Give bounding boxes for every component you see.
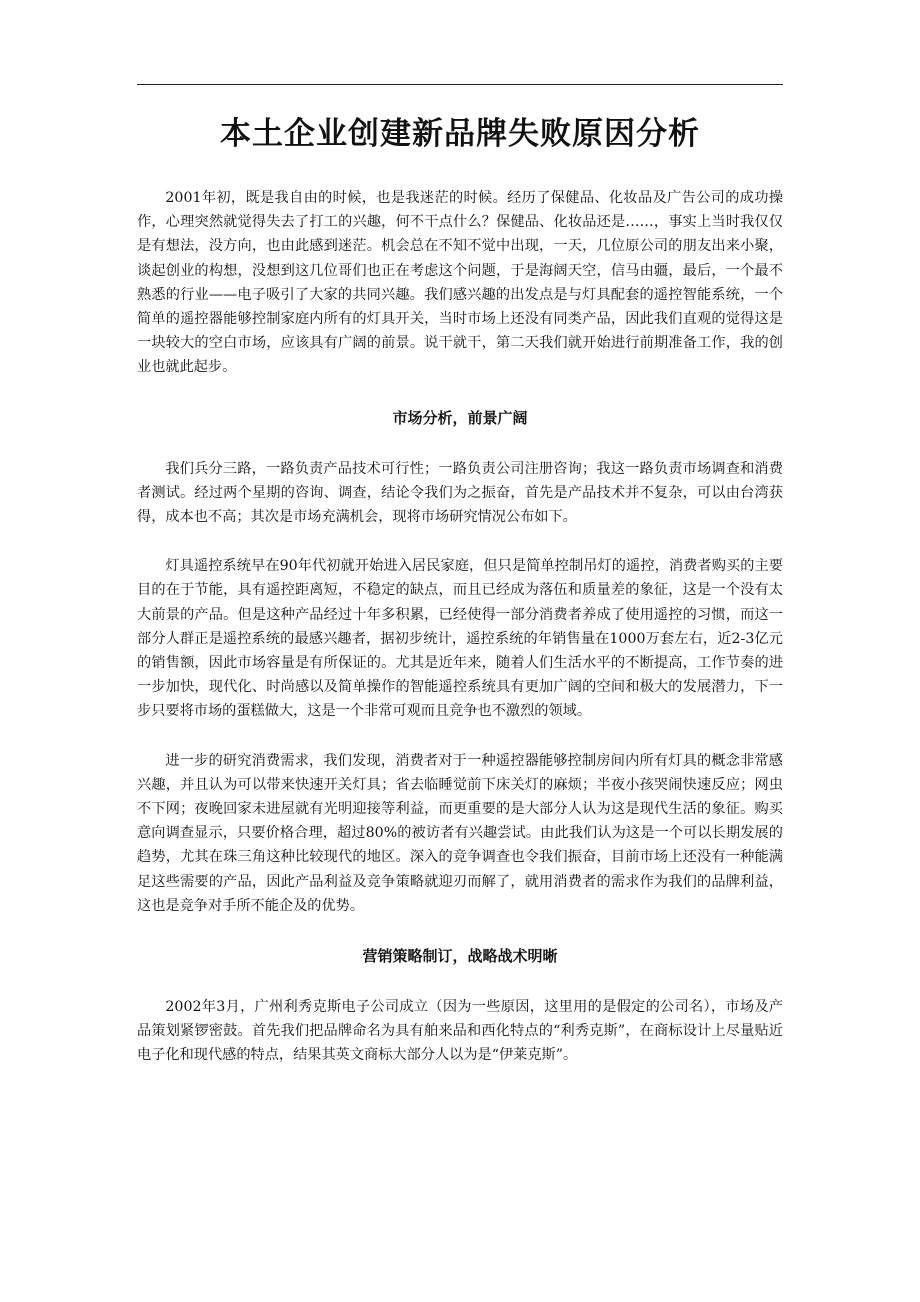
- paragraph-intro: 2001年初，既是我自由的时候，也是我迷茫的时候。经历了保健品、化妆品及广告公司的成功操作，心理突然就觉得失去了打工的兴趣，何不干点什么？保健品、化妆品还是……，事实上当时我仅仅是有想法，没方向，也由此感到迷茫。机会总在不知不觉中出现，一天，几位原公司的朋友出来小聚，谈起创业的构想，没想到这几位哥们也正在考虑这个问题，于是海阔天空，信马由疆，最后，一个最不熟悉的行业——电子吸引了大家的共同兴趣。我们感兴趣的出发点是与灯具配套的遥控智能系统，一个简单的遥控器能够控制家庭内所有的灯具开关，当时市场上还没有同类产品，因此我们直观的觉得这是一块较大的空白市场，应该具有广阔的前景。说干就干，第二天我们就开始进行前期准备工作，我的创业也就此起步。: [137, 190, 783, 376]
- paragraph-company-founding: 2002年3月，广州利秀克斯电子公司成立（因为一些原因，这里用的是假定的公司名），市场及产品策划紧锣密鼓。首先我们把品牌命名为具有舶来品和西化特点的“利秀克斯”，在商标设计上尽量贴近电子化和现代感的特点，结果其英文商标大部分人以为是“伊莱克斯”。: [137, 999, 783, 1064]
- paragraph-team-split: 我们兵分三路，一路负责产品技术可行性；一路负责公司注册咨询；我这一路负责市场调查和消费者测试。经过两个星期的咨询、调查，结论令我们为之振奋，首先是产品技术并不复杂，可以由台湾获得，成本也不高；其次是市场充满机会，现将市场研究情况公布如下。: [137, 460, 783, 526]
- section-heading-marketing-strategy: 营销策略制订，战略战术明晰: [362, 947, 558, 966]
- paragraph-consumer-demand: 进一步的研究消费需求，我们发现，消费者对于一种遥控器能够控制房间内所有灯具的概念非常感兴趣，并且认为可以带来快速开关灯具；省去临睡觉前下床关灯的麻烦；半夜小孩哭闹快速反应；网虫不下网；夜晚回家未进屋就有光明迎接等利益，而更重要的是大部分人认为这是现代生活的象征。购买意向调查显示，只要价格合理，超过80%的被访者有兴趣尝试。由此我们认为这是一个可以长期发展的趋势，尤其在珠三角这种比较现代的地区。深入的竞争调查也令我们振奋，目前市场上还没有一种能满足这些需要的产品，因此产品利益及竞争策略就迎刃而解了，就用消费者的需求作为我们的品牌利益，这也是竞争对手所不能企及的优势。: [137, 752, 783, 914]
- document-body: [137, 108, 783, 1093]
- header-rule: [137, 84, 783, 85]
- document-title: 本土企业创建新品牌失败原因分析: [220, 116, 700, 152]
- paragraph-market-history: 灯具遥控系统早在90年代初就开始进入居民家庭，但只是简单控制吊灯的遥控，消费者购买的主要目的在于节能，具有遥控距离短，不稳定的缺点，而且已经成为落伍和质量差的象征，这是一个没有太大前景的产品。但是这种产品经过十年多积累，已经使得一部分消费者养成了使用遥控的习惯，而这一部分人群正是遥控系统的最感兴趣者，据初步统计，遥控系统的年销售量在1000万套左右，近2-3亿元的销售额，因此市场容量是有所保证的。尤其是近年来，随着人们生活水平的不断提高，工作节奏的进一步加快，现代化、时尚感以及简单操作的智能遥控系统具有更加广阔的空间和极大的发展潜力，下一步只要将市场的蛋糕做大，这是一个非常可观而且竞争也不激烈的领域。: [137, 558, 783, 720]
- section-heading-market-analysis: 市场分析，前景广阔: [392, 408, 528, 427]
